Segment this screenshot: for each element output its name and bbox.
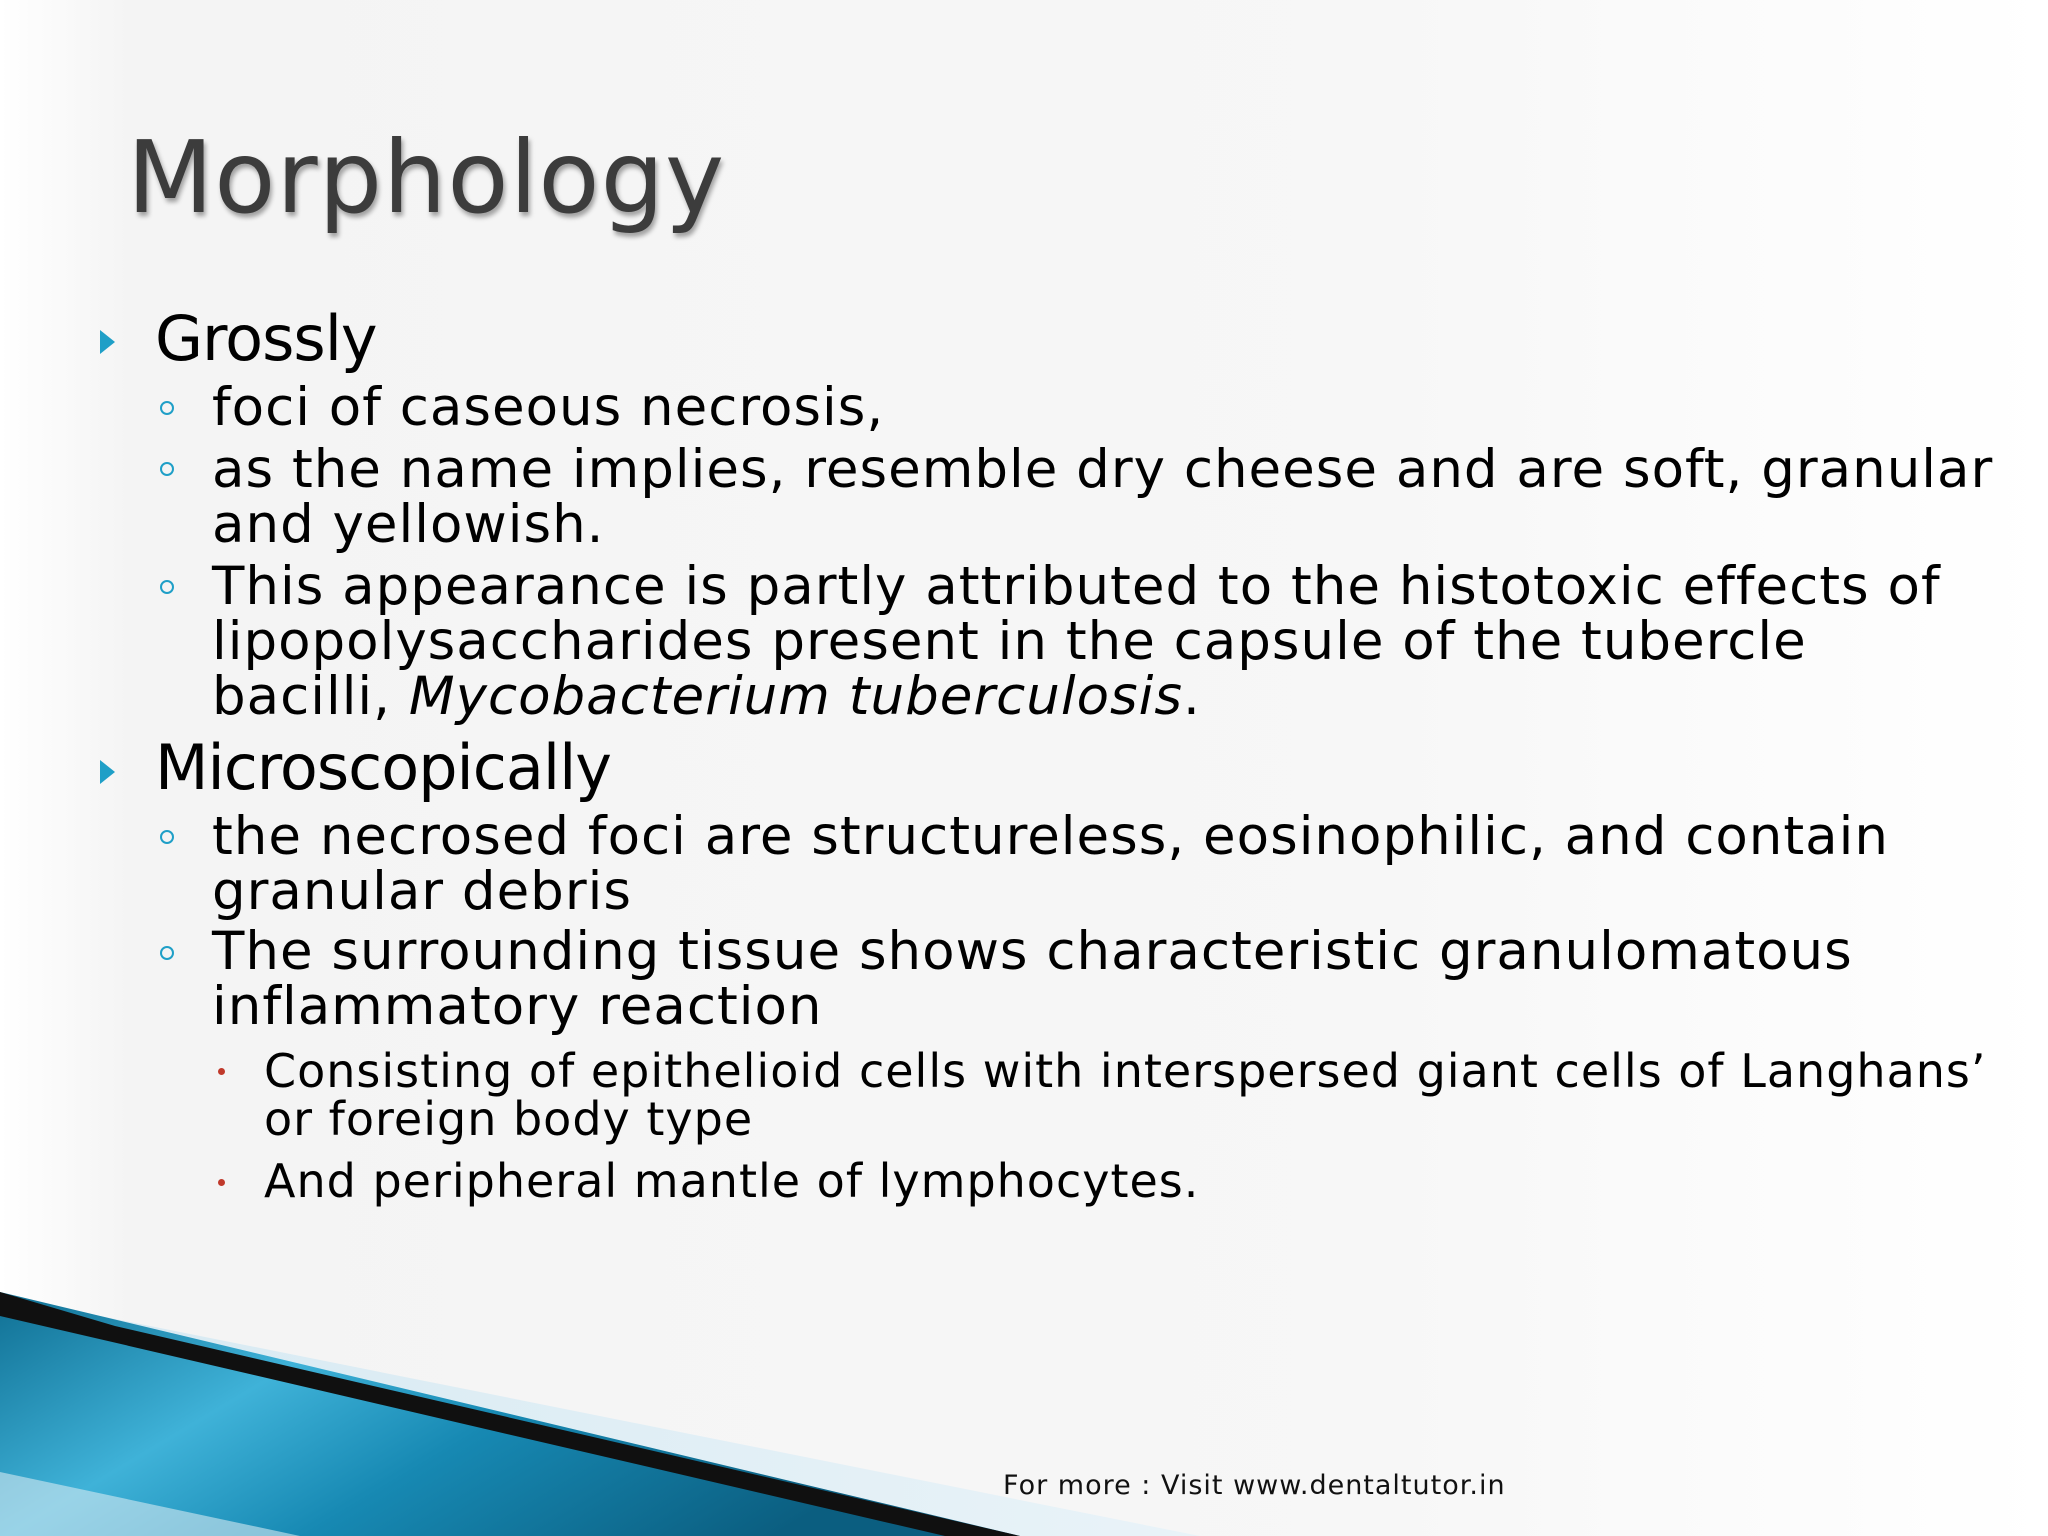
dot-bullet-icon [218,1068,225,1075]
item-text-end: . [1183,666,1201,727]
item-text: This appearance is partly attributed to the histotoxic effects of lipopolysaccharides present in the capsule of the tubercle bacilli, [212,556,1941,727]
dot-bullet-icon [218,1179,225,1186]
list-item: the necrosed foci are structureless, eosinophilic, and contain granular debris [212,806,1889,922]
circle-bullet-icon [160,580,174,594]
sub-list-item: And peripheral mantle of lymphocytes. [264,1154,1200,1208]
section-heading-microscopically: Microscopically [155,731,611,804]
list-item [212,556,2002,727]
list-item: as the name implies, resemble dry cheese and are soft, granular and yellowish. [212,439,1994,555]
footer-link-text: For more : Visit www.dentaltutor.in [1003,1470,1506,1501]
circle-bullet-icon [160,401,174,415]
slide-title: Morphology [127,119,726,236]
circle-bullet-icon [160,830,174,844]
circle-bullet-icon [160,462,174,476]
circle-bullet-icon [160,946,174,960]
triangle-bullet-icon [100,330,115,354]
triangle-bullet-icon [100,760,115,784]
section-heading-grossly: Grossly [155,302,377,375]
list-item: The surrounding tissue shows characteristic granulomatous inflammatory reaction [212,921,1853,1037]
sub-list-item: Consisting of epithelioid cells with interspersed giant cells of Langhans’ or foreign body type [264,1044,1987,1146]
list-item: foci of caseous necrosis, [212,377,885,438]
organism-name: Mycobacterium tuberculosis [408,666,1183,727]
